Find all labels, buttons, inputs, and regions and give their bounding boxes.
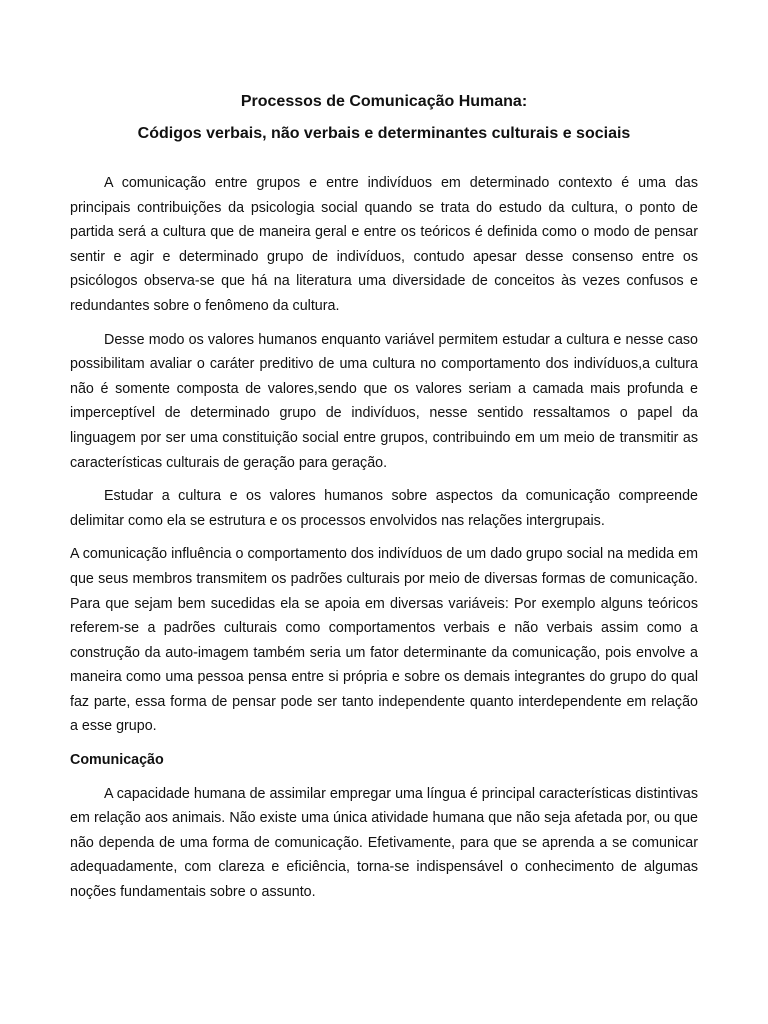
title-line-2: Códigos verbais, não verbais e determinantes culturais e sociais	[137, 125, 631, 142]
paragraph-4: A comunicação influência o comportamento dos indivíduos de um dado grupo social na medida em que seus membros transmitem os padrões culturais por meio de diversas formas de comunicação. Para que sejam bem sucedidas ela se apoia em diversas variáveis: Por exemplo alguns teóricos referem-se a padrões culturais como comportamentos verbais e não verbais assim como a construção da auto-imagem também seria um fator determinante da comunicação, pois envolve a maneira como uma pessoa pensa entre si própria e sobre os demais integrantes do grupo do qual faz parte, essa forma de pensar pode ser tanto independente quanto interdependente em relação a esse grupo.	[70, 546, 698, 735]
document-title	[70, 86, 698, 150]
paragraph-1: A comunicação entre grupos e entre indivíduos em determinado contexto é uma das principais contribuições da psicologia social quando se trata do estudo da cultura, o ponto de partida será a cultura que de maneira geral e entre os teóricos é definida como o modo de pensar sentir e agir e determinado grupo de indivíduos, contudo apesar desse consenso entre os psicólogos observa-se que há na literatura uma diversidade de conceitos às vezes confusos e redundantes sobre o fenômeno da cultura.	[70, 175, 698, 314]
paragraph-3: Estudar a cultura e os valores humanos sobre aspectos da comunicação compreende delimitar como ela se estrutura e os processos envolvidos nas relações intergrupais.	[70, 488, 698, 529]
section-paragraph: A capacidade humana de assimilar empregar uma língua é principal características distintivas em relação aos animais. Não existe uma única atividade humana que não seja afetada por, ou que não dependa de uma forma de comunicação. Efetivamente, para que se aprenda a se comunicar adequadamente, com clareza e eficiência, torna-se indispensável o conhecimento de algumas noções fundamentais sobre o assunto.	[70, 785, 698, 901]
paragraph-2: Desse modo os valores humanos enquanto variável permitem estudar a cultura e nesse caso possibilitam avaliar o caráter preditivo de uma cultura no comportamento dos indivíduos,a cultura não é somente composta de valores,sendo que os valores seriam a camada mais profunda e imperceptível de determinado grupo de indivíduos, nesse sentido ressaltamos o papel da linguagem por ser uma constituição social entre grupos, contribuindo em um meio de transmitir as características culturais de geração para geração.	[70, 331, 698, 471]
document-body	[70, 171, 698, 914]
section-heading: Comunicação	[70, 752, 164, 769]
title-line-1: Processos de Comunicação Humana:	[240, 93, 528, 110]
